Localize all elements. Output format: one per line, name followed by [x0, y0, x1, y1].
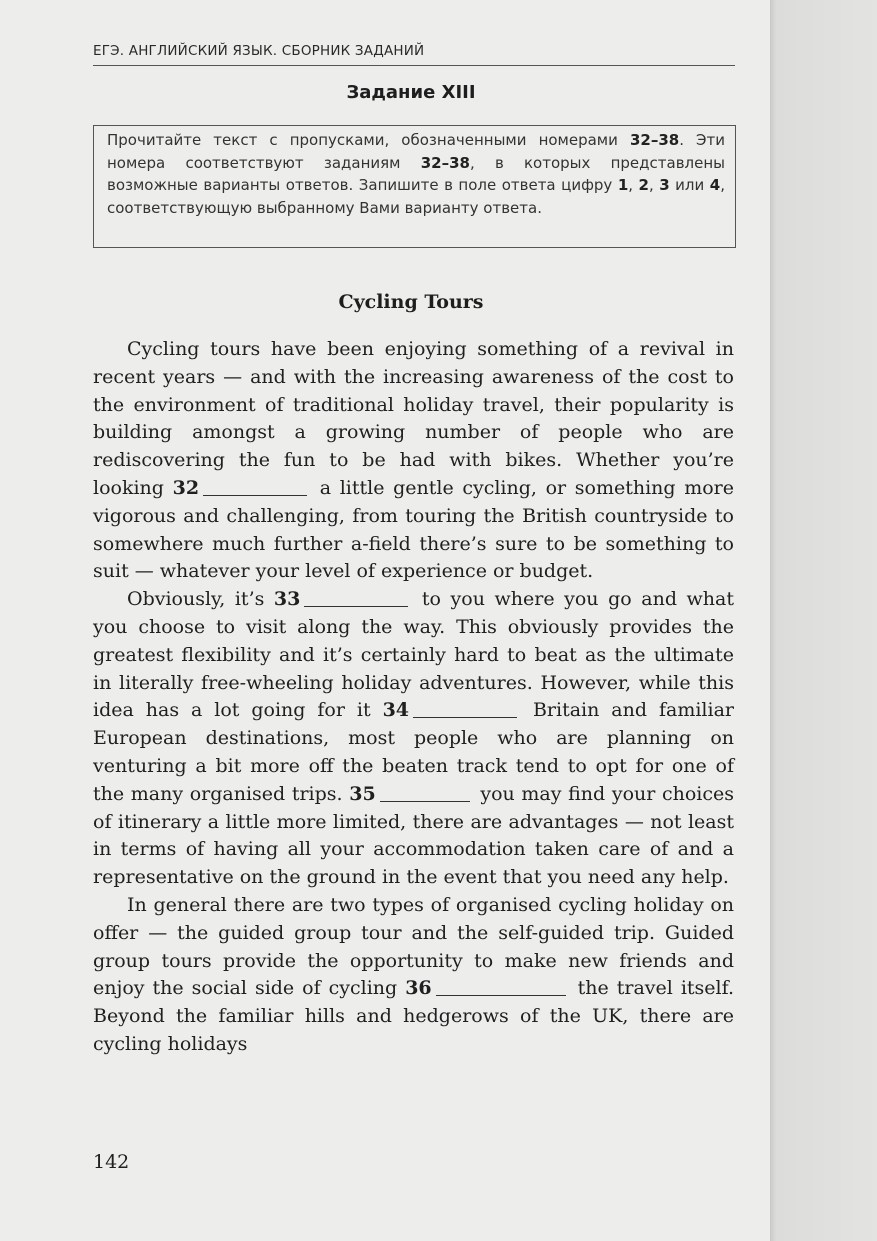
instructions-range: 32–38 — [420, 153, 470, 172]
instructions-text: . Эти номера соответствуют заданиям — [107, 131, 726, 172]
paragraph-text: the travel itself. Beyond the familiar hills and hedgerows of the UK, there are cycling holidays — [93, 977, 735, 1055]
story-title: Cycling Tours — [338, 291, 484, 313]
paragraph-2 — [93, 586, 734, 892]
paragraph-text: In general there are two types of organised cycling holiday on offer — the guided group tour and the self-guided trip. Guided group tours provide the opportunity to make new friends and enjoy the social side of cycling — [93, 893, 734, 1000]
gap-blank-32 — [203, 495, 307, 496]
page-number: 142 — [93, 1151, 130, 1173]
instructions-text: Прочитайте текст с пропусками, обозначенными номерами — [107, 131, 630, 149]
instructions-text: , соответствующую выбранному Вами варианту ответа. — [107, 176, 725, 217]
paragraph-1 — [93, 336, 734, 586]
gap-blank-35 — [380, 801, 470, 802]
gap-blank-36 — [436, 995, 566, 996]
instructions-box — [93, 125, 736, 248]
instructions-text: , — [648, 176, 660, 195]
header-rule — [93, 65, 735, 66]
story-body — [93, 336, 734, 1059]
option-number: 3 — [659, 176, 670, 195]
option-number: 1 — [617, 176, 629, 195]
gap-number-35: 35 — [349, 782, 376, 805]
paragraph-text: a little gentle cycling, or something more vigorous and challenging, from touring the British countryside to somewhere much further a-field there’s sure to be something to suit — whatever your level of experience or budget. — [93, 476, 735, 583]
gap-number-33: 33 — [273, 588, 301, 611]
paragraph-3 — [93, 892, 734, 1059]
instructions-text: , в которых представлены возможные варианты ответов. Запишите в поле ответа цифру — [107, 153, 726, 195]
instructions-range: 32–38 — [629, 131, 680, 149]
gap-blank-34 — [413, 717, 517, 718]
next-page-edge — [770, 0, 877, 1241]
paragraph-text: you may find your choices of itinerary a little more limited, there are advantages — not least in terms of having all your accommodation taken care of and a representative on the ground in the event that you need any help. — [93, 782, 735, 889]
instructions-text: или — [669, 176, 710, 195]
paragraph-text: to you where you go and what you choose to visit along the way. This obviously provides the greatest flexibility and it’s certainly hard to beat as the ultimate in literally free-wheeling holiday adventures. However, while this idea has a lot going for it — [93, 588, 734, 722]
gap-blank-33 — [304, 606, 408, 607]
option-number: 4 — [709, 176, 721, 195]
task-title: Задание XIII — [346, 82, 476, 103]
paragraph-text: Obviously, it’s — [127, 588, 274, 611]
gap-number-36: 36 — [405, 977, 432, 1000]
gap-number-32: 32 — [172, 476, 200, 499]
option-number: 2 — [638, 176, 649, 195]
paragraph-text: Britain and familiar European destinations, most people who are planning on venturing a bit more off the beaten track tend to opt for one of the many organised trips. — [93, 699, 734, 805]
instructions-text: , — [628, 176, 639, 195]
gap-number-34: 34 — [382, 699, 410, 722]
running-header: ЕГЭ. АНГЛИЙСКИЙ ЯЗЫК. СБОРНИК ЗАДАНИЙ — [93, 43, 425, 59]
paragraph-text: Cycling tours have been enjoying something of a revival in recent years — and with the increasing awareness of the cost to the environment of traditional holiday travel, their popularity is building amongst a growing number of people who are rediscovering the fun to be had with bikes. Whether you’re looking — [93, 338, 734, 499]
